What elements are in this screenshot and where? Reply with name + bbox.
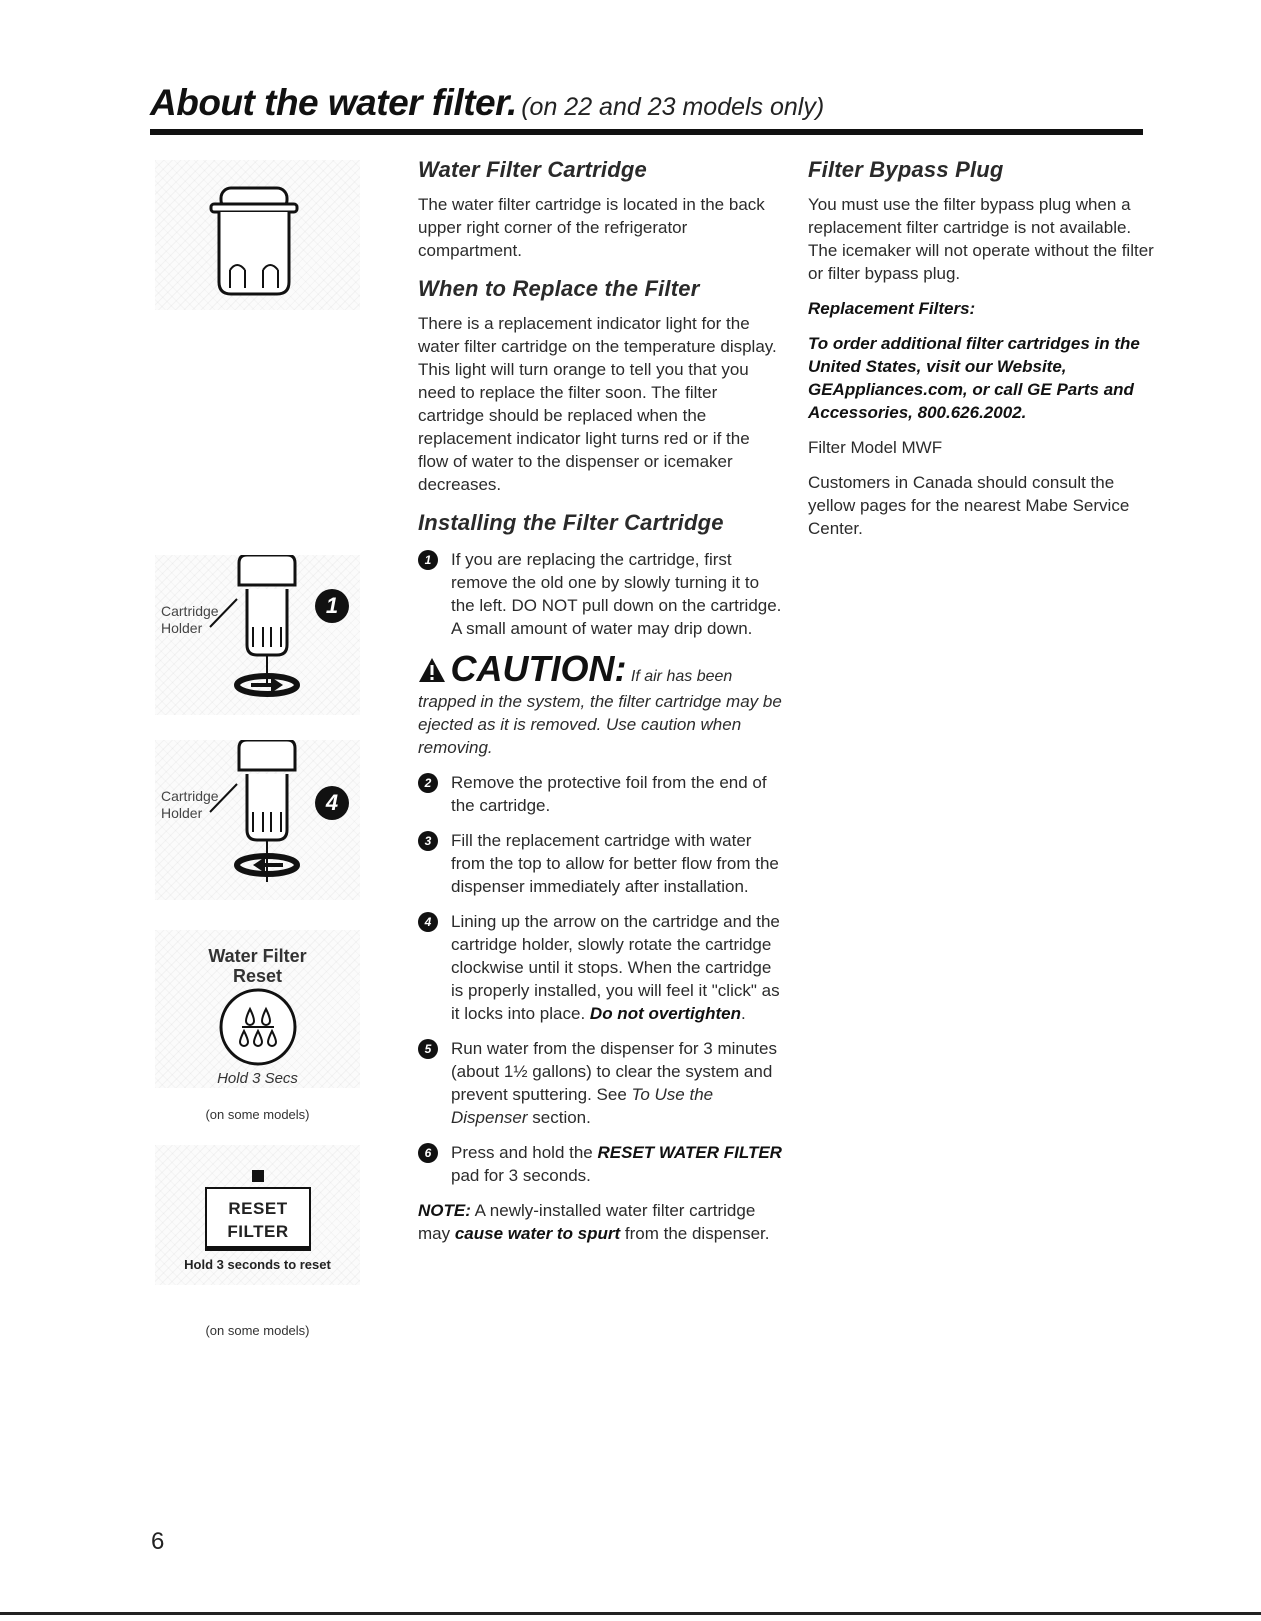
warning-icon xyxy=(418,657,446,683)
step-1-text: If you are replacing the cartridge, first remove the old one by slowly turning it to the left. DO NOT pull down on the cartridge. A small amount of water may drip down. xyxy=(451,550,782,638)
reset-filter-button[interactable] xyxy=(205,1187,311,1250)
step-6 xyxy=(418,1141,783,1187)
hold-secs-label: Hold 3 Secs xyxy=(217,1070,298,1087)
step-4-end: . xyxy=(741,1004,746,1023)
step-1-number: 1 xyxy=(418,550,438,570)
step-6-text-b: pad for 3 seconds. xyxy=(451,1166,591,1185)
title-rule xyxy=(150,129,1143,135)
note xyxy=(418,1199,783,1245)
bypass-text: You must use the filter bypass plug when a replacement filter cartridge is not available. The icemaker will not operate without the filter or filter bypass plug. xyxy=(808,195,1154,283)
canada-text: Customers in Canada should consult the yellow pages for the nearest Mabe Service Center. xyxy=(808,473,1130,538)
caution-line xyxy=(418,648,783,690)
note-bold: cause water to spurt xyxy=(454,1224,621,1243)
middle-column xyxy=(418,157,783,1245)
step-4-bold: Do not overtighten xyxy=(589,1004,742,1023)
install-cartridge-figure xyxy=(155,740,360,900)
cartridge-heading: Water Filter Cartridge xyxy=(418,157,647,182)
cartridge-text: The water filter cartridge is located in the back upper right corner of the refrigerator compartment. xyxy=(418,195,765,260)
step-4 xyxy=(418,910,783,1025)
filter-model: Filter Model MWF xyxy=(808,438,943,457)
step-4-badge: 4 xyxy=(315,786,349,820)
note-text-a: A newly-installed water filter cartridge may xyxy=(418,1201,756,1243)
page-title xyxy=(150,82,824,124)
step-5-text-a: Run water from the dispenser for 3 minutes (about 1½ gallons) to clear the system and prevent sputtering. See xyxy=(451,1039,777,1104)
cartridge-icon xyxy=(155,160,360,310)
installing-heading: Installing the Filter Cartridge xyxy=(418,510,724,535)
note-text-b: from the dispenser. xyxy=(620,1224,770,1243)
water-filter-reset-figure xyxy=(155,930,360,1088)
step-3-text: Fill the replacement cartridge with water from the top to allow for better flow from the dispenser immediately after installation. xyxy=(451,831,779,896)
step-5-italic: To Use the Dispenser xyxy=(451,1085,714,1127)
water-filter-title-line1: Water Filter xyxy=(208,946,307,966)
water-filter-title-line2: Reset xyxy=(232,966,283,986)
cartridge-label-line1: Cartridge xyxy=(161,603,219,619)
holder-label-line2: Holder xyxy=(161,620,203,636)
step-3-number: 3 xyxy=(418,831,438,851)
replace-heading: When to Replace the Filter xyxy=(418,276,700,301)
holder-label-line2: Holder xyxy=(161,805,203,821)
indicator-light xyxy=(252,1170,264,1182)
reset-filter-figure xyxy=(155,1145,360,1285)
hold-seconds-label: Hold 3 seconds to reset xyxy=(184,1257,331,1272)
order-text: To order additional filter cartridges in the United States, visit our Website, GEAppliances.com, or call GE Parts and Accessories, 800.626.2002. xyxy=(808,334,1140,422)
step-2-text: Remove the protective foil from the end of the cartridge. xyxy=(451,773,767,815)
bypass-heading: Filter Bypass Plug xyxy=(808,157,1004,182)
step-6-bold: RESET WATER FILTER xyxy=(597,1143,782,1162)
on-some-models-note-2: (on some models) xyxy=(205,1323,310,1338)
cartridge-label-line1: Cartridge xyxy=(161,788,219,804)
step-1 xyxy=(418,548,783,640)
title-main: About the water filter. xyxy=(150,82,517,123)
cartridge-label xyxy=(161,603,219,637)
reset-button-bar xyxy=(205,1246,311,1251)
caution-first: If air has been xyxy=(630,668,733,685)
step-4-number: 4 xyxy=(418,912,438,932)
step-5-number: 5 xyxy=(418,1039,438,1059)
replacement-heading: Replacement Filters: xyxy=(808,299,976,318)
reset-button-line1: RESET xyxy=(228,1199,288,1218)
page-number: 6 xyxy=(151,1528,165,1555)
on-some-models-note: (on some models) xyxy=(205,1107,310,1122)
step-3 xyxy=(418,829,783,898)
caution-text: trapped in the system, the filter cartridge may be ejected as it is removed. Use caution when removing. xyxy=(418,692,782,757)
water-filter-reset-title xyxy=(155,946,360,986)
cartridge-figure xyxy=(155,160,360,310)
right-column xyxy=(808,157,1158,540)
title-subtitle: (on 22 and 23 models only) xyxy=(521,93,825,121)
water-drops-icon xyxy=(212,987,304,1069)
note-label: NOTE: xyxy=(418,1201,471,1220)
step-2-number: 2 xyxy=(418,773,438,793)
step-5-text-b: section. xyxy=(527,1108,591,1127)
cartridge-label xyxy=(161,788,219,822)
replace-text: There is a replacement indicator light for the water filter cartridge on the temperature display. This light will turn orange to tell you that you need to replace the filter soon. The filter cartridge should be replaced when the replacement indicator light turns red or if the flow of water to the dispenser or icemaker decreases. xyxy=(418,314,777,494)
step-1-badge: 1 xyxy=(315,589,349,623)
caution-word: CAUTION: xyxy=(450,648,627,689)
step-6-text-a: Press and hold the xyxy=(451,1143,598,1162)
bottom-edge-line xyxy=(0,1612,1261,1615)
step-4-text: Lining up the arrow on the cartridge and the cartridge holder, slowly rotate the cartridge clockwise until it stops. When the cartridge is properly installed, you will feel it "click" as it locks into place. xyxy=(451,912,780,1023)
step-2 xyxy=(418,771,783,817)
remove-cartridge-figure xyxy=(155,555,360,715)
step-5 xyxy=(418,1037,783,1129)
reset-button-line2: FILTER xyxy=(227,1222,289,1241)
caution-block xyxy=(418,648,783,759)
step-6-number: 6 xyxy=(418,1143,438,1163)
